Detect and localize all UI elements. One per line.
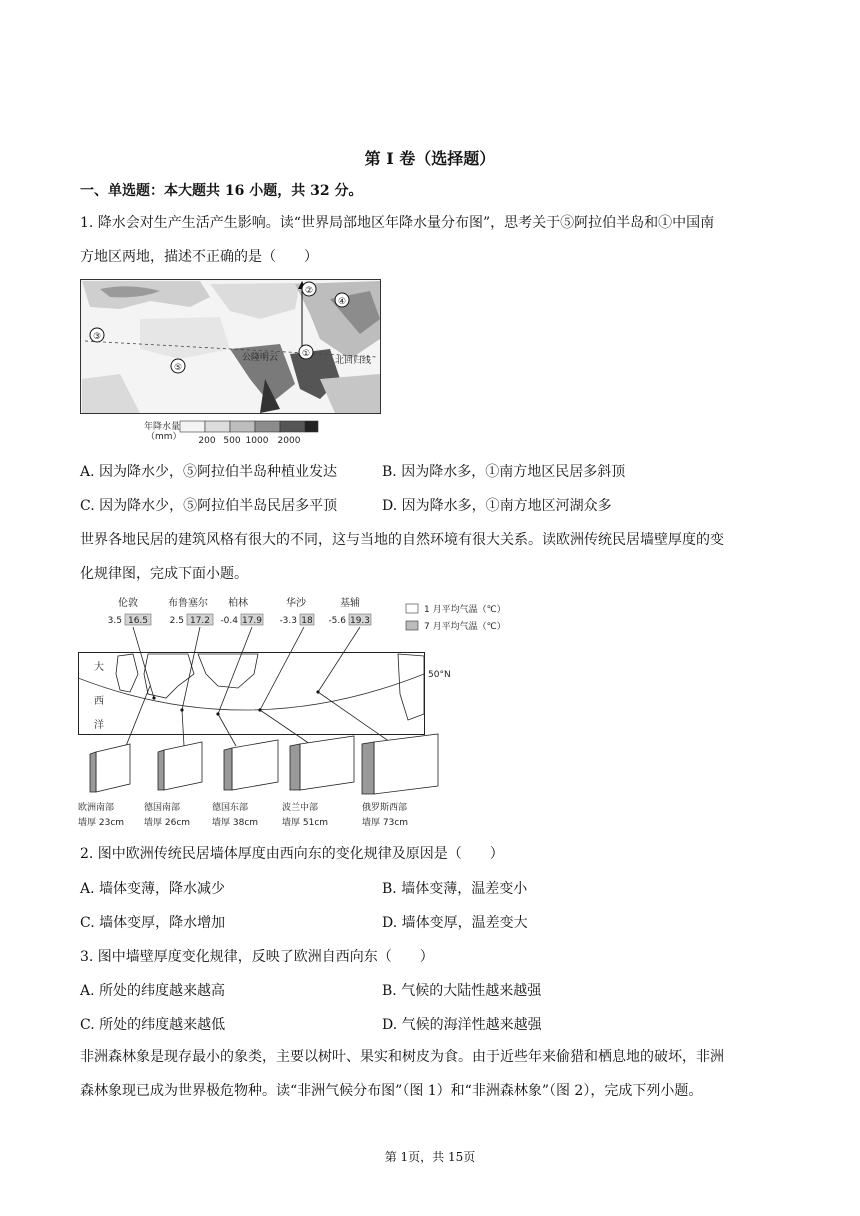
temp-legend xyxy=(406,603,506,632)
wall-caption-thick-1: 墙厚 23cm xyxy=(78,818,125,828)
q3-option-a: A. 所处的纬度越来越高 xyxy=(80,983,226,999)
q2-option-b: B. 墙体变薄，温差变小 xyxy=(382,881,528,897)
q1-option-c: C. 因为降水少，⑤阿拉伯半岛民居多平顶 xyxy=(80,498,338,514)
svg-text:布鲁塞尔: 布鲁塞尔 xyxy=(168,598,208,609)
latitude-label: 50°N xyxy=(428,670,451,680)
svg-text:18: 18 xyxy=(301,616,313,626)
svg-text:③: ③ xyxy=(92,332,102,342)
wall-caption-region-1: 欧洲南部 xyxy=(78,803,115,813)
wall-caption-region-3: 德国东部 xyxy=(212,803,249,813)
q3-option-c: C. 所处的纬度越来越低 xyxy=(80,1017,226,1033)
wall-caption-thick-2: 墙厚 26cm xyxy=(144,818,191,828)
svg-text:伦敦: 伦敦 xyxy=(118,598,138,609)
wall-caption-thick-5: 墙厚 73cm xyxy=(362,818,409,828)
page-title: 第 I 卷（选择题） xyxy=(364,149,496,168)
legend-unit: （mm） xyxy=(146,432,182,442)
svg-text:1 月平均气温（℃）: 1 月平均气温（℃） xyxy=(424,605,506,615)
wall-southern-europe xyxy=(90,744,130,792)
question-2-stem: 2. 图中欧洲传统民居墙体厚度由西向东的变化规律及原因是（ ） xyxy=(80,846,504,862)
map-marker-1 xyxy=(299,345,313,359)
svg-text:19.3: 19.3 xyxy=(349,616,371,626)
svg-text:华沙: 华沙 xyxy=(286,598,306,609)
passage-3-line-1: 非洲森林象是现存最小的象类，主要以树叶、果实和树皮为食。由于近些年来偷猎和栖息地的破坏，非洲 xyxy=(80,1049,724,1065)
wall-southern-germany xyxy=(158,742,202,790)
section-heading: 一、单选题：本大题共 16 小题，共 32 分。 xyxy=(80,183,363,199)
svg-text:⑤: ⑤ xyxy=(173,363,183,373)
question-3-stem: 3. 图中墙壁厚度变化规律，反映了欧洲自西向东（ ） xyxy=(80,949,434,965)
svg-text:-5.6: -5.6 xyxy=(328,616,346,626)
city-london xyxy=(108,596,151,626)
city-berlin xyxy=(220,596,263,626)
passage-2-line-2: 化规律图，完成下面小题。 xyxy=(80,566,248,582)
passage-2-line-1: 世界各地民居的建筑风格有很大的不同，这与当地的自然环境有很大关系。读欧洲传统民居墙壁厚度的变 xyxy=(80,532,724,548)
svg-text:17.2: 17.2 xyxy=(189,616,211,626)
map-marker-5 xyxy=(171,359,185,373)
map-marker-2 xyxy=(302,282,316,296)
svg-text:7 月平均气温（℃）: 7 月平均气温（℃） xyxy=(424,622,506,632)
ocean-label-2: 西 xyxy=(94,696,104,707)
map-marker-3 xyxy=(90,328,104,342)
q2-option-d: D. 墙体变厚，温差变大 xyxy=(382,915,528,931)
city-kyiv xyxy=(328,596,371,626)
q2-option-c: C. 墙体变厚，降水增加 xyxy=(80,915,226,931)
passage-3-line-2: 森林象现已成为世界极危物种。读“非洲气候分布图”（图 1）和“非洲森林象”（图 2），完成下列小题。 xyxy=(80,1083,703,1099)
q2-option-a: A. 墙体变薄，降水减少 xyxy=(80,881,226,897)
q3-option-d: D. 气候的海洋性越来越强 xyxy=(382,1017,542,1033)
city-brussels xyxy=(168,596,213,626)
ocean-label-3: 洋 xyxy=(94,720,104,731)
svg-text:500: 500 xyxy=(223,436,241,443)
svg-text:①: ① xyxy=(301,349,311,359)
map-marker-4 xyxy=(335,293,349,307)
wall-caption-region-4: 波兰中部 xyxy=(282,803,319,813)
q3-option-b: B. 气候的大陆性越来越强 xyxy=(382,983,542,999)
svg-text:④: ④ xyxy=(337,297,347,307)
q1-option-a: A. 因为降水少，⑤阿拉伯半岛种植业发达 xyxy=(80,464,338,480)
question-1-line-1: 1. 降水会对生产生活产生影响。读“世界局部地区年降水量分布图”，思考关于⑤阿拉伯半岛和①中国南 xyxy=(80,215,715,231)
tropic-label: 北回归线 xyxy=(335,356,372,366)
svg-text:3.5: 3.5 xyxy=(107,616,122,626)
precipitation-map xyxy=(80,279,382,443)
ancient-label: 公隆明云 xyxy=(242,353,279,363)
wall-central-poland xyxy=(290,736,354,790)
wall-caption-region-5: 俄罗斯西部 xyxy=(362,803,408,813)
svg-text:17.9: 17.9 xyxy=(241,616,263,626)
wall-caption-thick-4: 墙厚 51cm xyxy=(282,818,329,828)
q1-option-b: B. 因为降水多，①南方地区民居多斜顶 xyxy=(382,464,626,480)
wall-caption-region-2: 德国南部 xyxy=(144,803,181,813)
svg-text:基辅: 基辅 xyxy=(340,598,360,609)
svg-text:-3.3: -3.3 xyxy=(279,616,297,626)
wall-eastern-germany xyxy=(224,740,278,790)
wall-western-russia xyxy=(362,734,438,794)
page-footer: 第 1页，共 15页 xyxy=(384,1150,476,1164)
legend-title: 年降水量 xyxy=(144,422,181,432)
passage-2 xyxy=(80,523,792,591)
svg-text:1000: 1000 xyxy=(245,436,269,443)
europe-wall-map xyxy=(78,594,526,832)
city-warsaw xyxy=(279,596,314,626)
svg-text:2.5: 2.5 xyxy=(169,616,184,626)
q1-option-d: D. 因为降水多，①南方地区河湖众多 xyxy=(382,498,612,514)
question-1-stem xyxy=(80,206,792,274)
svg-text:2000: 2000 xyxy=(277,436,301,443)
svg-text:200: 200 xyxy=(198,436,216,443)
question-1-line-2: 方地区两地，描述不正确的是（ ） xyxy=(80,249,318,265)
svg-text:②: ② xyxy=(304,286,314,296)
passage-3 xyxy=(80,1040,792,1108)
svg-text:-0.4: -0.4 xyxy=(220,616,238,626)
svg-text:柏林: 柏林 xyxy=(228,598,248,609)
wall-caption-thick-3: 墙厚 38cm xyxy=(212,818,259,828)
svg-text:16.5: 16.5 xyxy=(127,616,149,626)
ocean-label-1: 大 xyxy=(94,662,104,673)
precipitation-legend xyxy=(144,420,318,443)
